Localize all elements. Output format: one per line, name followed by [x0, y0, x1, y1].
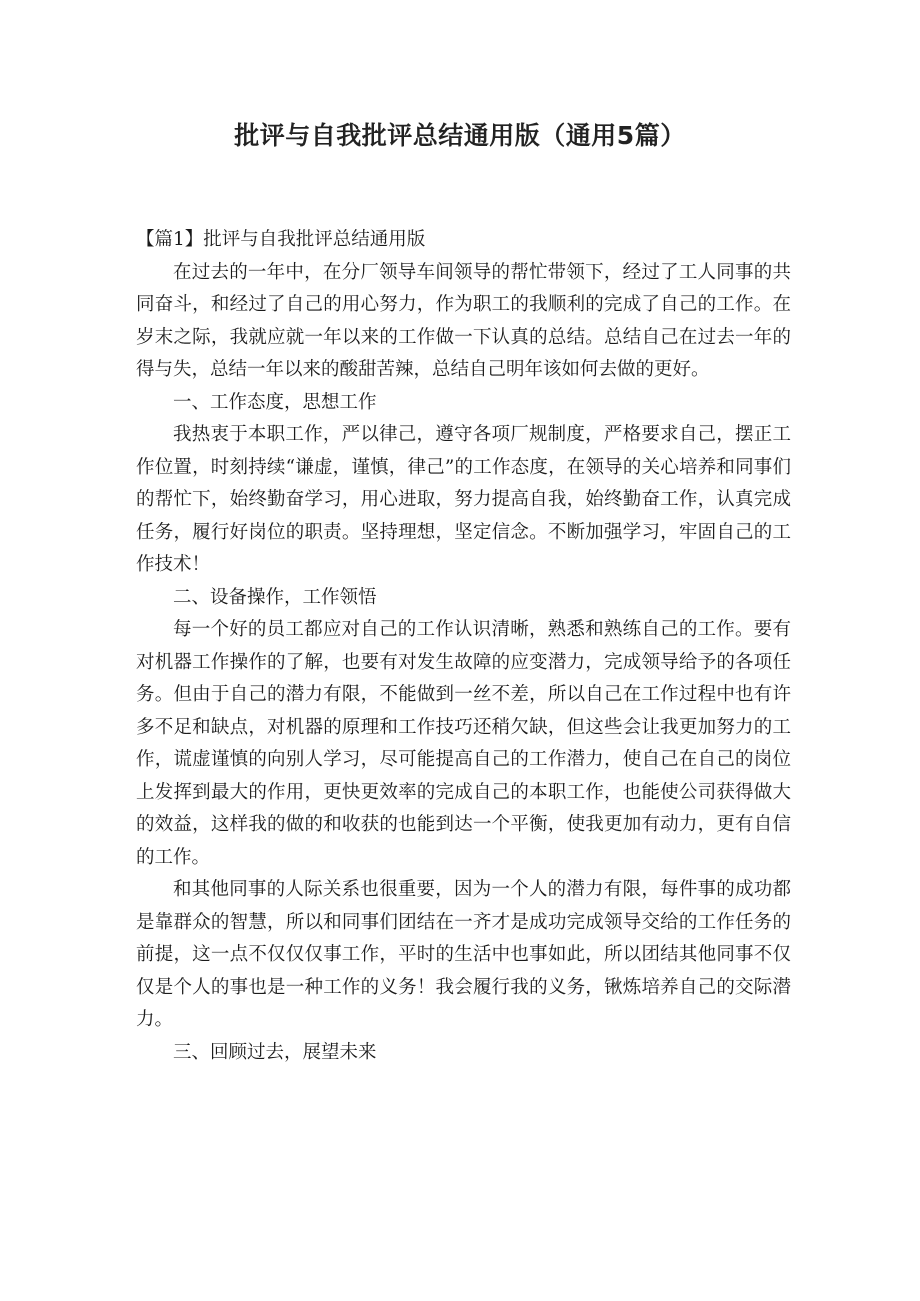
document-body: [136, 224, 791, 1069]
heading-work-attitude: 一、工作态度，思想工作: [173, 391, 377, 413]
paragraph-equipment-operation: 每一个好的员工都应对自己的工作认识清晰，熟悉和熟练自己的工作。要有对机器工作操作的了解，也要有对发生故障的应变潜力，完成领导给予的各项任务。但由于自己的潜力有限，不能做到一丝不差，所以自己在工作过程中也有许多不足和缺点，对机器的原理和工作技巧还稍欠缺，但这些会让我更加努力的工作，谎虚谨慎的向别人学习，尽可能提高自己的工作潜力，使自己在自己的岗位上发挥到最大的作用，更快更效率的完成自己的本职工作，也能使公司获得做大的效益，这样我的做的和收获的也能到达一个平衡，使我更加有动力，更有自信的工作。: [136, 619, 791, 868]
section-label: 【篇1】批评与自我批评总结通用版: [136, 229, 426, 250]
paragraph-work-attitude: 我热衷于本职工作，严以律己，遵守各项厂规制度，严格要求自己，摆正工作位置，时刻持续“谦虚，谨慎，律己”的工作态度，在领导的关心培养和同事们的帮忙下，始终勤奋学习，用心进取，努力提高自我，始终勤奋工作，认真完成任务，履行好岗位的职责。坚持理想，坚定信念。不断加强学习，牢固自己的工作技术！: [136, 424, 791, 575]
heading-equipment-operation: 二、设备操作，工作领悟: [173, 586, 377, 608]
paragraph-relationships: 和其他同事的人际关系也很重要，因为一个人的潜力有限，每件事的成功都是靠群众的智慧，所以和同事们团结在一齐才是成功完成领导交给的工作任务的前提，这一点不仅仅仅事工作，平时的生活中也事如此，所以团结其他同事不仅仅是个人的事也是一种工作的义务！我会履行我的义务，锹炼培养自己的交际潜力。: [136, 879, 791, 1030]
document-title: 批评与自我批评总结通用版（通用5篇）: [234, 121, 686, 150]
heading-review-outlook: 三、回顾过去，展望未来: [173, 1041, 377, 1063]
paragraph-intro: 在过去的一年中，在分厂领导车间领导的帮忙带领下，经过了工人同事的共同奋斗，和经过了自己的用心努力，作为职工的我顺利的完成了自己的工作。在岁末之际，我就应就一年以来的工作做一下认真的总结。总结自己在过去一年的得与失，总结一年以来的酸甜苦辣，总结自己明年该如何去做的更好。: [136, 261, 791, 380]
